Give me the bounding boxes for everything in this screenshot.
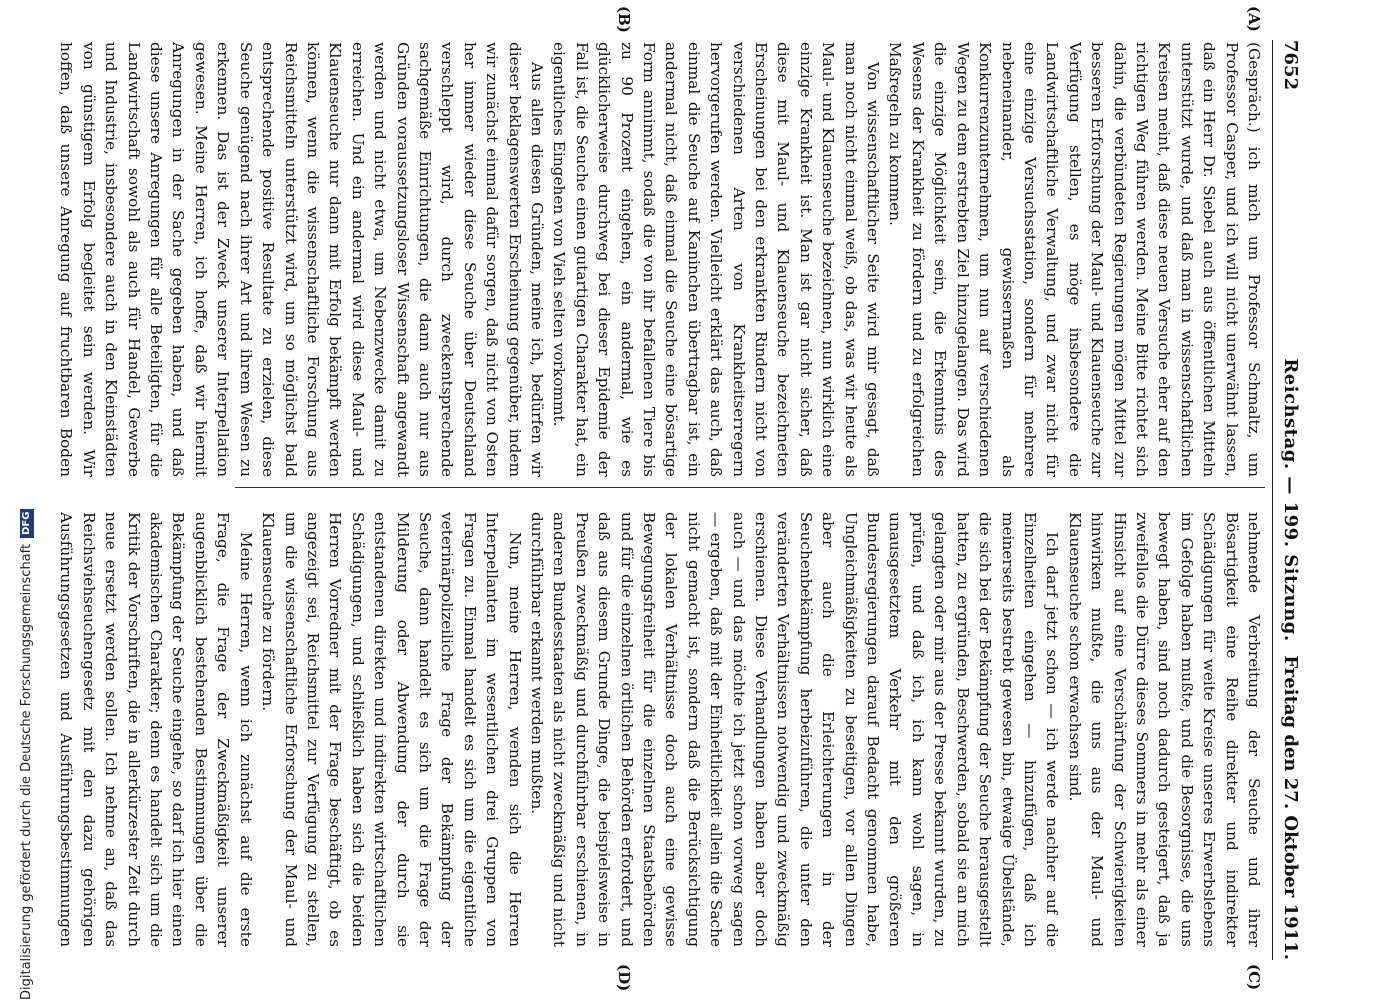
right-paragraph-4: Meine Herren, wenn ich zunächst auf die erste Frage, die Frage der Zweckmäßigkeit unserer augenblicklich bestehenden Bestimmungen über die Bekämpfung der Seuche eingehe, so darf ich hier einen akademischen Charakter; denn es handelt sich um die Kritik der Vorschriften, die in allerkürzester Zeit durch neue ersetzt werden sollen. Ich nehme an, daß das Reichsviehseuchengesetz mit den dazu gehörigen Ausführungsgesetzen und Ausführungsbestimmungen — [57, 512, 255, 947]
page-header — [1275, 40, 1305, 960]
session-title: Reichstag. — 199. Sitzung. — [1280, 358, 1301, 642]
right-column — [55, 512, 1265, 947]
right-paragraph-1: nehmende Verbreitung der Seuche und ihrer Bösartigkeit eine Reihe direkter und indirekter Schädigungen für weite Kreise unseres Erwerbslebens im Gefolge haben mußte, und die Besorgnisse, die uns bewegt haben, sind noch dadurch gesteigert, daß ja zweifellos die Dürre dieses Sommers in mehr als einer Hinsicht auf eine Verschärfung der Schwierigkeiten hinwirken mußte, die uns aus der Maul- und Klauenseuche schon erwachsen sind. — [1065, 512, 1263, 947]
column-divider — [235, 487, 1265, 488]
margin-mark-a: (A) — [1245, 6, 1263, 32]
page-number: 7652 — [1280, 40, 1301, 91]
session-date: Freitag den 27. Oktober 1911. — [1280, 655, 1301, 960]
margin-mark-b: (B) — [615, 6, 633, 33]
dfg-logo: DFG — [20, 509, 34, 538]
right-paragraph-3: Nun, meine Herren, wenden sich die Herren Interpellanten im wesentlichen drei Gruppen von Fragen zu. Einmal handelt es sich um die eigentliche veterinärpolizeiliche Frage der Bekämpfung der Seuche, dann handelt es sich um die Frage der Milderung oder Abwendung der durch sie entstandenen direkten und indirekten wirtschaftlichen Schädigungen, und schließlich haben sich die beiden Herren Vorredner mit der Frage beschäftigt, ob es angezeigt sei, Reichsmittel zur Verfügung zu stellen, um die wissenschaftliche Erforschung der Maul- und Klauenseuche zu fördern. — [259, 512, 524, 947]
left-paragraph-2: Von wissenschaftlicher Seite wird mir gesagt, daß man noch nicht einmal weiß, ob das, was wir heute als Maul- und Klauenseuche bezeichnen, nun wirklich eine einzige Krankheit ist. Man ist gar nicht sicher, daß diese mit Maul- und Klauenseuche bezeichneten Erscheinungen bei den erkrankten Rindern nicht von verschiedenen Arten von Krankheitserregern hervorgerufen werden. Vielleicht erklärt das auch, daß einmal die Seuche auf Kaninchen übertragbar ist, ein andermal nicht, daß einmal die Seuche eine bösartige Form annimmt, sodaß die von ihr befallenen Tiere bis zu 90 Prozent eingehen, ein andermal, wie es glücklicherweise durchweg bei dieser Epidemie der Fall ist, die Seuche einen gutartigen Charakter hat, ein eigentliches Eingehen von Vieh selten vorkommt. — [550, 42, 883, 477]
credit-text: Digitalisierung gefördert durch die Deutsche Forschungsgemeinschaft — [19, 543, 34, 1000]
rotated-newspaper-page — [55, 0, 1305, 1000]
margin-mark-d: (D) — [615, 964, 633, 992]
header-rule — [1272, 40, 1273, 960]
margin-mark-c: (C) — [1245, 964, 1263, 991]
left-paragraph-3: Aus allen diesen Gründen, meine ich, bedürfen wir dieser beklagenswerten Erscheinung gegenüber, indem wir zunächst einmal dafür sorgen, daß nicht von Osten her immer wieder diese Seuche über Deutschland verschleppt wird, durch zweckentsprechende sachgemäße Einrichtungen, die dann auch nur aus Gründen voraussetzungsloser Wissenschaft angewandt werden und nicht etwa, um Nebenzwecke damit zu erreichen. Und ein andermal wird diese Maul- und Klauenseuche nur dann mit Erfolg bekämpft werden können, wenn die wissenschaftliche Forschung aus Reichsmitteln unterstützt wird, um so möglichst bald entsprechende positive Resultate zu erzielen, diese Seuche genügend nach ihrer Art und ihrem Wesen zu erkennen. Das ist der Zweck unserer Interpellation gewesen. Meine Herren, ich hoffe, daß wir hiermit Anregungen in der Sache gegeben haben, und daß diese unsere Anregungen für alle Beteiligten, für die Landwirtschaft sowohl als auch für Handel, Gewerbe und Industrie, insbesondere auch in den Kleinstädten von günstigem Erfolg begleitet sein werden. Wir hoffen, daß unsere Anregung auf fruchtbaren Boden — [57, 42, 546, 477]
left-paragraph-1: (Gespräch.) ich mich um Professor Schmaltz, um Professor Casper, und ich will nicht unerwähnt lassen, daß ein Herr Dr. Siebel auch aus öffentlichen Mitteln unterstützt wurde, und daß man in wissenschaftlichen Kreisen meint, daß diese neuen Versuche eher auf den richtigen Weg führen werden. Meine Bitte richtet sich dahin, die verbündeten Regierungen mögen Mittel zur besseren Erforschung der Maul- und Klauenseuche zur Verfügung stellen, es möge insbesondere die Landwirtschaftliche Verwaltung, und zwar nicht für eine einzige Versuchsstation, sondern für mehrere nebeneinander, gewissermaßen als Konkurrenzunternehmen, um nun auf verschiedenen Wegen zu dem erstrebten Ziel hinzugelangen. Das wird die einzige Möglichkeit sein, die Erkenntnis des Wesens der Krankheit zu fördern und zu erfolgreichen Maßregeln zu kommen. — [886, 42, 1263, 477]
right-paragraph-2: Ich darf jetzt schon — ich werde nachher auf die Einzelheiten eingehen — hinzufügen, daß ich meinerseits bestrebt gewesen bin, etwaige Übelstände, die sich bei der Bekämpfung der Seuche herausgestellt hatten, zu ergründen, Beschwerden, sobald sie an mich gelangten oder mir aus der Presse bekannt wurden, zu prüfen, und daß ich, ich kann wohl sagen, in unausgesetztem Verkehr mit den größeren Bundesregierungen darauf Bedacht genommen habe, Ungleichmäßigkeiten zu beseitigen, vor allen Dingen aber auch die Erleichterungen in der Seuchenbekämpfung herbeizuführen, die unter den veränderten Verhältnissen notwendig und zweckmäßig erschienen. Diese Verhandlungen haben aber doch auch — und das möchte ich jetzt schon vorweg sagen — ergeben, daß mit der Einheitlichkeit allein die Sache nicht gemacht ist, sondern daß die Berücksichtigung der lokalen Verhältnisse doch auch eine gewisse Bewegungsfreiheit für die einzelnen Staatsbehörden und für die einzelnen örtlichen Behörden erfordert, und daß aus diesem Grunde Dinge, die beispielsweise in Preußen zweckmäßig und durchführbar erschienen, in anderen Bundesstaaten als nicht zweckmäßig und nicht durchführbar erkannt werden mußten. — [528, 512, 1062, 947]
left-column — [55, 42, 1265, 477]
